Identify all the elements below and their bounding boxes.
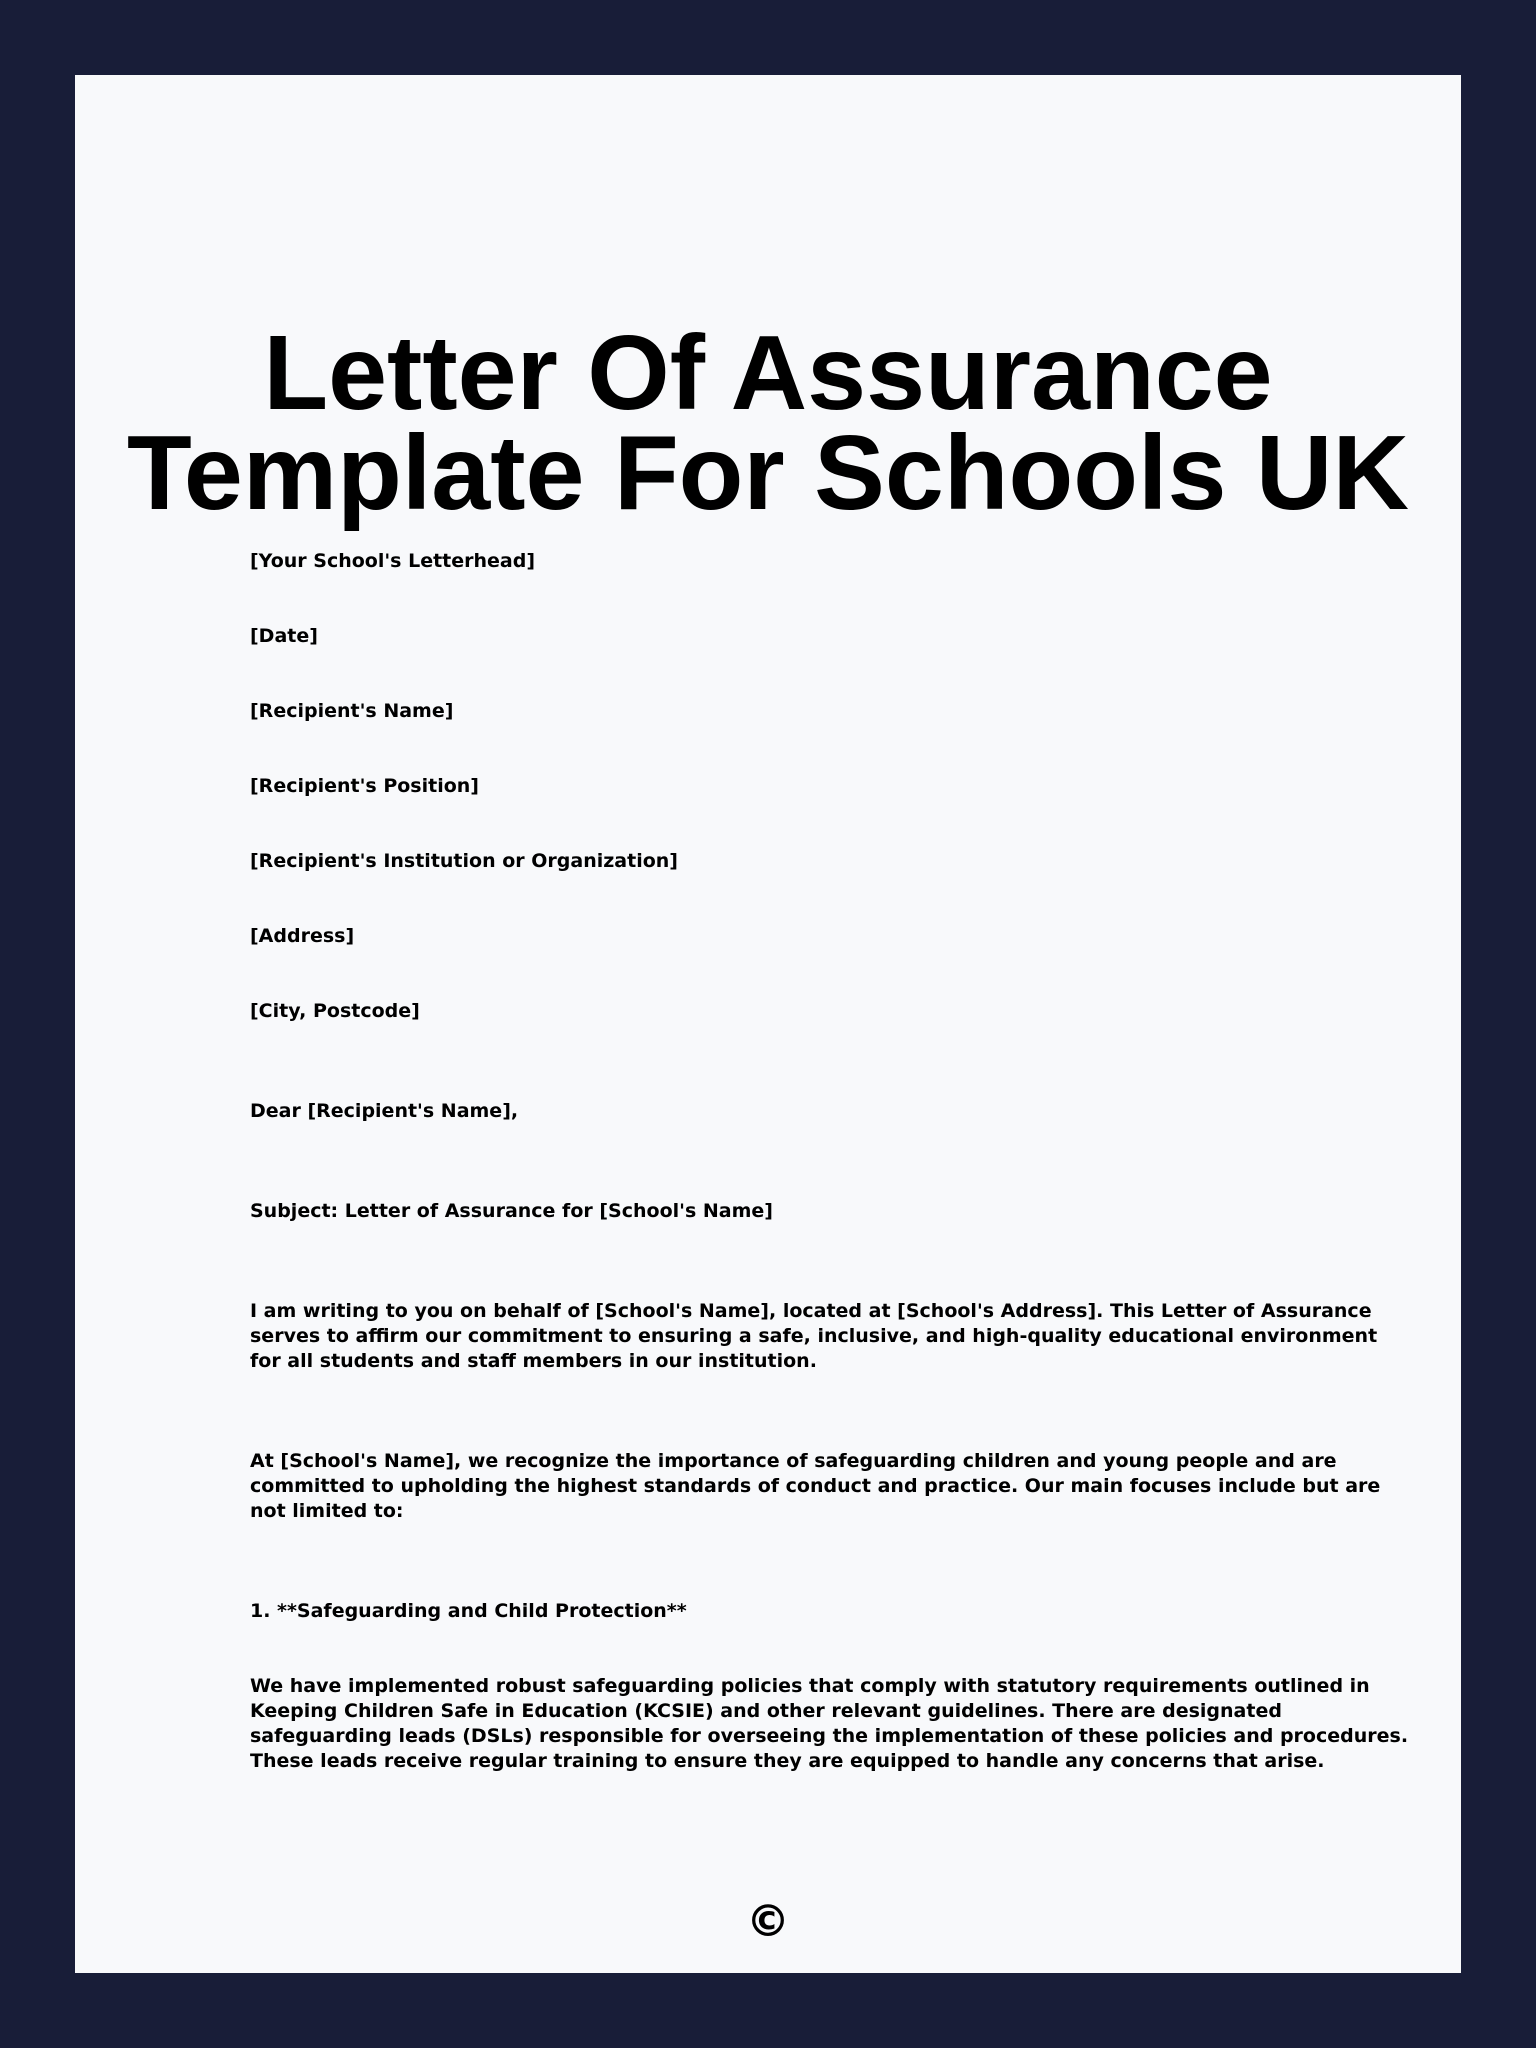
document-page [75, 75, 1461, 1973]
paragraph-line: I am writing to you on behalf of [School's Name], located at [School's Address]. This Letter of Assurance [250, 1300, 1372, 1322]
date-line: [Date] [250, 625, 318, 647]
paragraph-line: Keeping Children Safe in Education (KCSIE) and other relevant guidelines. There are designated [250, 1700, 1282, 1722]
paragraph-line: serves to affirm our commitment to ensuring a safe, inclusive, and high-quality educational environment [250, 1325, 1378, 1347]
city-postcode-line: [City, Postcode] [250, 1000, 420, 1022]
paragraph-line: committed to upholding the highest standards of conduct and practice. Our main focuses include but are [250, 1475, 1381, 1497]
recipient-position-line: [Recipient's Position] [250, 775, 479, 797]
recipient-name-line: [Recipient's Name] [250, 700, 454, 722]
title-line: Template For Schools UK [127, 414, 1409, 532]
copyright-icon: © [746, 1896, 790, 1947]
paragraph-line: We have implemented robust safeguarding policies that comply with statutory requirements outlined in [250, 1675, 1370, 1697]
focus-paragraph [250, 1449, 1381, 1524]
paragraph-line: safeguarding leads (DSLs) responsible for overseeing the implementation of these policies and procedures. [250, 1725, 1409, 1747]
intro-paragraph [250, 1299, 1378, 1374]
address-line: [Address] [250, 925, 355, 947]
title-line: Letter Of Assurance [263, 314, 1273, 432]
safeguarding-paragraph [250, 1674, 1409, 1774]
subject-line: Subject: Letter of Assurance for [School's Name] [250, 1200, 773, 1222]
letterhead-line: [Your School's Letterhead] [250, 550, 536, 572]
document-title [75, 314, 1461, 532]
paragraph-line: not limited to: [250, 1500, 404, 1522]
paragraph-line: for all students and staff members in our institution. [250, 1350, 817, 1372]
section-heading: 1. **Safeguarding and Child Protection** [250, 1600, 687, 1622]
paragraph-line: These leads receive regular training to ensure they are equipped to handle any concerns that arise. [250, 1750, 1325, 1772]
recipient-institution-line: [Recipient's Institution or Organization] [250, 850, 678, 872]
salutation: Dear [Recipient's Name], [250, 1100, 519, 1122]
paragraph-line: At [School's Name], we recognize the importance of safeguarding children and young people and are [250, 1450, 1337, 1472]
